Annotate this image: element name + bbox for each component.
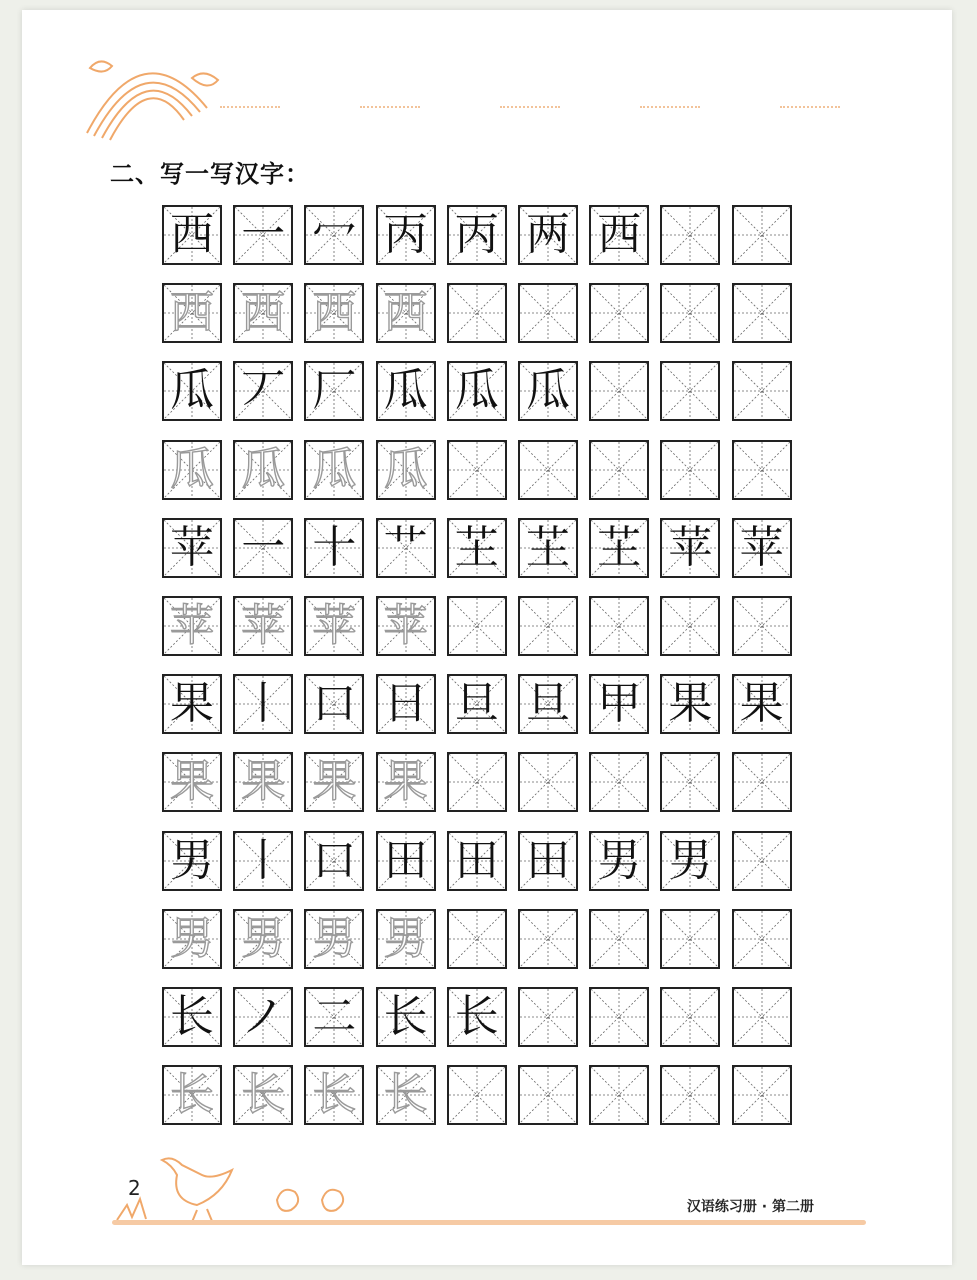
trace-character: 瓜 <box>383 443 428 495</box>
tianzige-cell[interactable] <box>233 440 293 500</box>
tianzige-cell[interactable] <box>589 674 649 734</box>
model-character: 男 <box>170 834 214 886</box>
tianzige-cell[interactable] <box>447 1065 507 1125</box>
tianzige-cell[interactable] <box>589 283 649 343</box>
tianzige-cell[interactable] <box>233 752 293 812</box>
tianzige-cell[interactable] <box>376 596 436 656</box>
trace-character: 男 <box>312 912 357 964</box>
trace-character: 苹 <box>383 600 428 651</box>
trace-character: 西 <box>170 287 214 339</box>
model-character: 果 <box>668 678 713 730</box>
tianzige-cell[interactable] <box>304 674 364 734</box>
trace-character <box>662 598 718 654</box>
tianzige-cell[interactable] <box>376 283 436 343</box>
model-character: 田 <box>454 834 499 886</box>
trace-character <box>734 754 790 810</box>
tianzige-cell[interactable] <box>660 987 720 1047</box>
model-character: 艹 <box>383 521 428 573</box>
model-character <box>520 989 576 1045</box>
tianzige-cell[interactable] <box>304 752 364 812</box>
model-character: 旦 <box>454 678 499 730</box>
model-character: 口 <box>312 834 357 886</box>
model-character: 田 <box>383 834 428 886</box>
trace-character <box>520 1067 576 1123</box>
trace-character <box>734 442 790 498</box>
tianzige-cell[interactable] <box>518 596 578 656</box>
tianzige-cell[interactable] <box>732 518 792 578</box>
model-character: 瓜 <box>170 365 214 417</box>
trace-character: 果 <box>241 756 286 808</box>
tianzige-cell[interactable] <box>518 987 578 1047</box>
model-character <box>662 989 718 1045</box>
trace-character <box>520 442 576 498</box>
tianzige-cell[interactable] <box>447 596 507 656</box>
trace-character <box>520 598 576 654</box>
tianzige-cell[interactable] <box>660 674 720 734</box>
model-character: 丙 <box>383 209 428 260</box>
model-character: 芏 <box>454 521 499 573</box>
model-character: 瓜 <box>383 365 428 417</box>
trace-character: 西 <box>383 287 428 339</box>
trace-character: 西 <box>241 287 286 339</box>
model-character: 丆 <box>241 365 286 417</box>
tianzige-cell[interactable] <box>162 440 222 500</box>
trace-character <box>520 754 576 810</box>
trace-character <box>449 442 505 498</box>
model-character <box>734 207 790 263</box>
tianzige-cell[interactable] <box>162 596 222 656</box>
tianzige-cell[interactable] <box>304 440 364 500</box>
tianzige-cell[interactable] <box>447 283 507 343</box>
trace-character <box>591 285 647 341</box>
tianzige-cell[interactable] <box>589 909 649 969</box>
tianzige-cell[interactable] <box>518 909 578 969</box>
model-character <box>734 363 790 419</box>
tianzige-cell[interactable] <box>660 283 720 343</box>
model-character: 十 <box>312 521 357 573</box>
trace-character <box>734 285 790 341</box>
tianzige-cell[interactable] <box>162 1065 222 1125</box>
tianzige-cell[interactable] <box>589 987 649 1047</box>
model-character <box>591 363 647 419</box>
model-character: 厂 <box>312 365 357 417</box>
tianzige-cell[interactable] <box>447 674 507 734</box>
tianzige-cell[interactable] <box>589 831 649 891</box>
trace-character: 苹 <box>241 600 286 651</box>
tianzige-cell[interactable] <box>162 831 222 891</box>
tianzige-cell[interactable] <box>660 831 720 891</box>
tianzige-cell[interactable] <box>376 674 436 734</box>
page-number: 2 <box>128 1176 141 1200</box>
model-character: 丨 <box>241 834 286 886</box>
tianzige-cell[interactable] <box>589 361 649 421</box>
tianzige-cell[interactable] <box>376 987 436 1047</box>
tianzige-cell[interactable] <box>732 674 792 734</box>
tianzige-cell[interactable] <box>304 361 364 421</box>
tianzige-cell[interactable] <box>376 752 436 812</box>
tianzige-cell[interactable] <box>447 987 507 1047</box>
tianzige-cell[interactable] <box>732 831 792 891</box>
model-character: 芏 <box>526 521 570 573</box>
tianzige-cell[interactable] <box>304 518 364 578</box>
model-character <box>734 833 790 889</box>
tianzige-cell[interactable] <box>589 752 649 812</box>
model-character <box>591 989 647 1045</box>
trace-character: 苹 <box>312 600 357 651</box>
model-character: 长 <box>383 991 428 1042</box>
tianzige-cell[interactable] <box>732 752 792 812</box>
trace-character <box>662 754 718 810</box>
tianzige-cell[interactable] <box>518 440 578 500</box>
trace-character: 瓜 <box>312 443 357 495</box>
tianzige-cell[interactable] <box>233 596 293 656</box>
tianzige-cell[interactable] <box>660 205 720 265</box>
model-character: 旦 <box>526 678 570 730</box>
tianzige-cell[interactable] <box>162 283 222 343</box>
tianzige-cell[interactable] <box>162 909 222 969</box>
model-character: 两 <box>526 209 570 260</box>
model-character: 二 <box>312 991 357 1042</box>
tianzige-cell[interactable] <box>376 361 436 421</box>
model-character: ノ <box>241 991 286 1042</box>
tianzige-cell[interactable] <box>447 909 507 969</box>
trace-character <box>591 911 647 967</box>
model-character: 男 <box>597 834 642 886</box>
tianzige-cell[interactable] <box>732 596 792 656</box>
model-character <box>734 989 790 1045</box>
tianzige-cell[interactable] <box>376 831 436 891</box>
tianzige-cell[interactable] <box>732 440 792 500</box>
model-character <box>662 207 718 263</box>
tianzige-cell[interactable] <box>660 752 720 812</box>
trace-character: 瓜 <box>170 443 214 495</box>
tianzige-cell[interactable] <box>732 361 792 421</box>
trace-character <box>449 1067 505 1123</box>
tianzige-cell[interactable] <box>660 1065 720 1125</box>
trace-character <box>591 1067 647 1123</box>
trace-character <box>520 285 576 341</box>
trace-character <box>662 911 718 967</box>
trace-character <box>662 1067 718 1123</box>
model-character: 西 <box>597 209 642 260</box>
tianzige-cell[interactable] <box>304 1065 364 1125</box>
model-character: 日 <box>383 678 428 730</box>
tianzige-cell[interactable] <box>518 1065 578 1125</box>
model-character: 瓜 <box>526 365 570 417</box>
tianzige-cell[interactable] <box>447 361 507 421</box>
trace-character: 长 <box>312 1069 357 1121</box>
model-character: 芏 <box>597 521 642 573</box>
tianzige-cell[interactable] <box>589 518 649 578</box>
tianzige-cell[interactable] <box>304 831 364 891</box>
tianzige-cell[interactable] <box>660 909 720 969</box>
tianzige-cell[interactable] <box>518 283 578 343</box>
rainbow-bridge-illustration <box>82 38 232 148</box>
model-character: 丨 <box>241 678 286 730</box>
tianzige-cell[interactable] <box>447 752 507 812</box>
tianzige-cell[interactable] <box>162 987 222 1047</box>
tianzige-cell[interactable] <box>447 205 507 265</box>
tianzige-cell[interactable] <box>233 831 293 891</box>
tianzige-cell[interactable] <box>304 987 364 1047</box>
tianzige-cell[interactable] <box>518 752 578 812</box>
model-character: 田 <box>526 834 570 886</box>
tianzige-cell[interactable] <box>518 674 578 734</box>
trace-character <box>591 754 647 810</box>
tianzige-cell[interactable] <box>233 909 293 969</box>
trace-character <box>520 911 576 967</box>
tianzige-cell[interactable] <box>376 440 436 500</box>
trace-character <box>591 442 647 498</box>
model-character: 丙 <box>454 209 499 260</box>
model-character: 一 <box>241 521 286 573</box>
model-character: 长 <box>170 991 214 1042</box>
trace-character: 果 <box>383 756 428 808</box>
tianzige-cell[interactable] <box>376 1065 436 1125</box>
section-title: 二、写一写汉字： <box>110 160 310 188</box>
footer-bar <box>112 1220 866 1225</box>
tianzige-cell[interactable] <box>447 831 507 891</box>
tianzige-cell[interactable] <box>233 518 293 578</box>
trace-character: 长 <box>241 1069 286 1121</box>
tianzige-cell[interactable] <box>376 909 436 969</box>
tianzige-cell[interactable] <box>233 361 293 421</box>
model-character: 瓜 <box>454 365 499 417</box>
model-character: 果 <box>170 678 214 730</box>
tianzige-cell[interactable] <box>732 987 792 1047</box>
tianzige-cell[interactable] <box>233 987 293 1047</box>
trace-character <box>449 911 505 967</box>
trace-character <box>591 598 647 654</box>
workbook-page <box>22 10 952 1265</box>
trace-character <box>449 285 505 341</box>
model-character <box>662 363 718 419</box>
tianzige-cell[interactable] <box>518 518 578 578</box>
tianzige-cell[interactable] <box>447 518 507 578</box>
trace-character: 长 <box>170 1069 214 1121</box>
trace-character <box>734 1067 790 1123</box>
tianzige-cell[interactable] <box>660 596 720 656</box>
trace-character: 男 <box>241 912 286 964</box>
trace-character <box>662 442 718 498</box>
tianzige-cell[interactable] <box>589 440 649 500</box>
book-title: 汉语练习册 · 第二册 <box>686 1199 814 1215</box>
model-character: 男 <box>668 834 713 886</box>
tianzige-cell[interactable] <box>233 1065 293 1125</box>
trace-character <box>449 598 505 654</box>
header-dots <box>220 106 280 112</box>
trace-character: 果 <box>170 756 214 808</box>
trace-character <box>449 754 505 810</box>
tianzige-cell[interactable] <box>518 205 578 265</box>
tianzige-cell[interactable] <box>162 361 222 421</box>
model-character: 甲 <box>597 678 642 730</box>
tianzige-cell[interactable] <box>233 283 293 343</box>
tianzige-cell[interactable] <box>518 361 578 421</box>
tianzige-cell[interactable] <box>304 205 364 265</box>
model-character: 口 <box>312 678 357 730</box>
model-character: 长 <box>454 991 499 1042</box>
model-character: 冖 <box>312 209 357 260</box>
trace-character: 长 <box>383 1069 428 1121</box>
birds-illustration <box>107 1145 407 1225</box>
tianzige-cell[interactable] <box>518 831 578 891</box>
tianzige-cell[interactable] <box>447 440 507 500</box>
tianzige-cell[interactable] <box>376 205 436 265</box>
model-character: 苹 <box>739 521 784 573</box>
tianzige-cell[interactable] <box>304 596 364 656</box>
tianzige-cell[interactable] <box>162 518 222 578</box>
tianzige-cell[interactable] <box>162 205 222 265</box>
tianzige-cell[interactable] <box>589 205 649 265</box>
trace-character <box>734 598 790 654</box>
model-character: 苹 <box>170 521 214 573</box>
tianzige-cell[interactable] <box>732 205 792 265</box>
tianzige-cell[interactable] <box>589 596 649 656</box>
tianzige-cell[interactable] <box>162 674 222 734</box>
trace-character: 苹 <box>170 600 214 651</box>
model-character: 一 <box>241 209 286 260</box>
tianzige-cell[interactable] <box>660 361 720 421</box>
trace-character <box>734 911 790 967</box>
model-character: 果 <box>739 678 784 730</box>
trace-character: 果 <box>312 756 357 808</box>
tianzige-cell[interactable] <box>732 909 792 969</box>
tianzige-cell[interactable] <box>304 909 364 969</box>
model-character: 西 <box>170 209 214 260</box>
header-dots <box>360 106 420 112</box>
header-dots <box>640 106 700 112</box>
header-dots <box>780 106 840 112</box>
trace-character: 男 <box>170 912 214 964</box>
tianzige-cell[interactable] <box>732 1065 792 1125</box>
trace-character: 西 <box>312 287 357 339</box>
tianzige-cell[interactable] <box>589 1065 649 1125</box>
tianzige-cell[interactable] <box>732 283 792 343</box>
tianzige-cell[interactable] <box>162 752 222 812</box>
trace-character: 男 <box>383 912 428 964</box>
trace-character <box>662 285 718 341</box>
model-character: 苹 <box>668 521 713 573</box>
tianzige-cell[interactable] <box>376 518 436 578</box>
tianzige-cell[interactable] <box>233 205 293 265</box>
trace-character: 瓜 <box>241 443 286 495</box>
header-dots <box>500 106 560 112</box>
tianzige-cell[interactable] <box>233 674 293 734</box>
tianzige-cell[interactable] <box>660 518 720 578</box>
tianzige-cell[interactable] <box>660 440 720 500</box>
tianzige-cell[interactable] <box>304 283 364 343</box>
